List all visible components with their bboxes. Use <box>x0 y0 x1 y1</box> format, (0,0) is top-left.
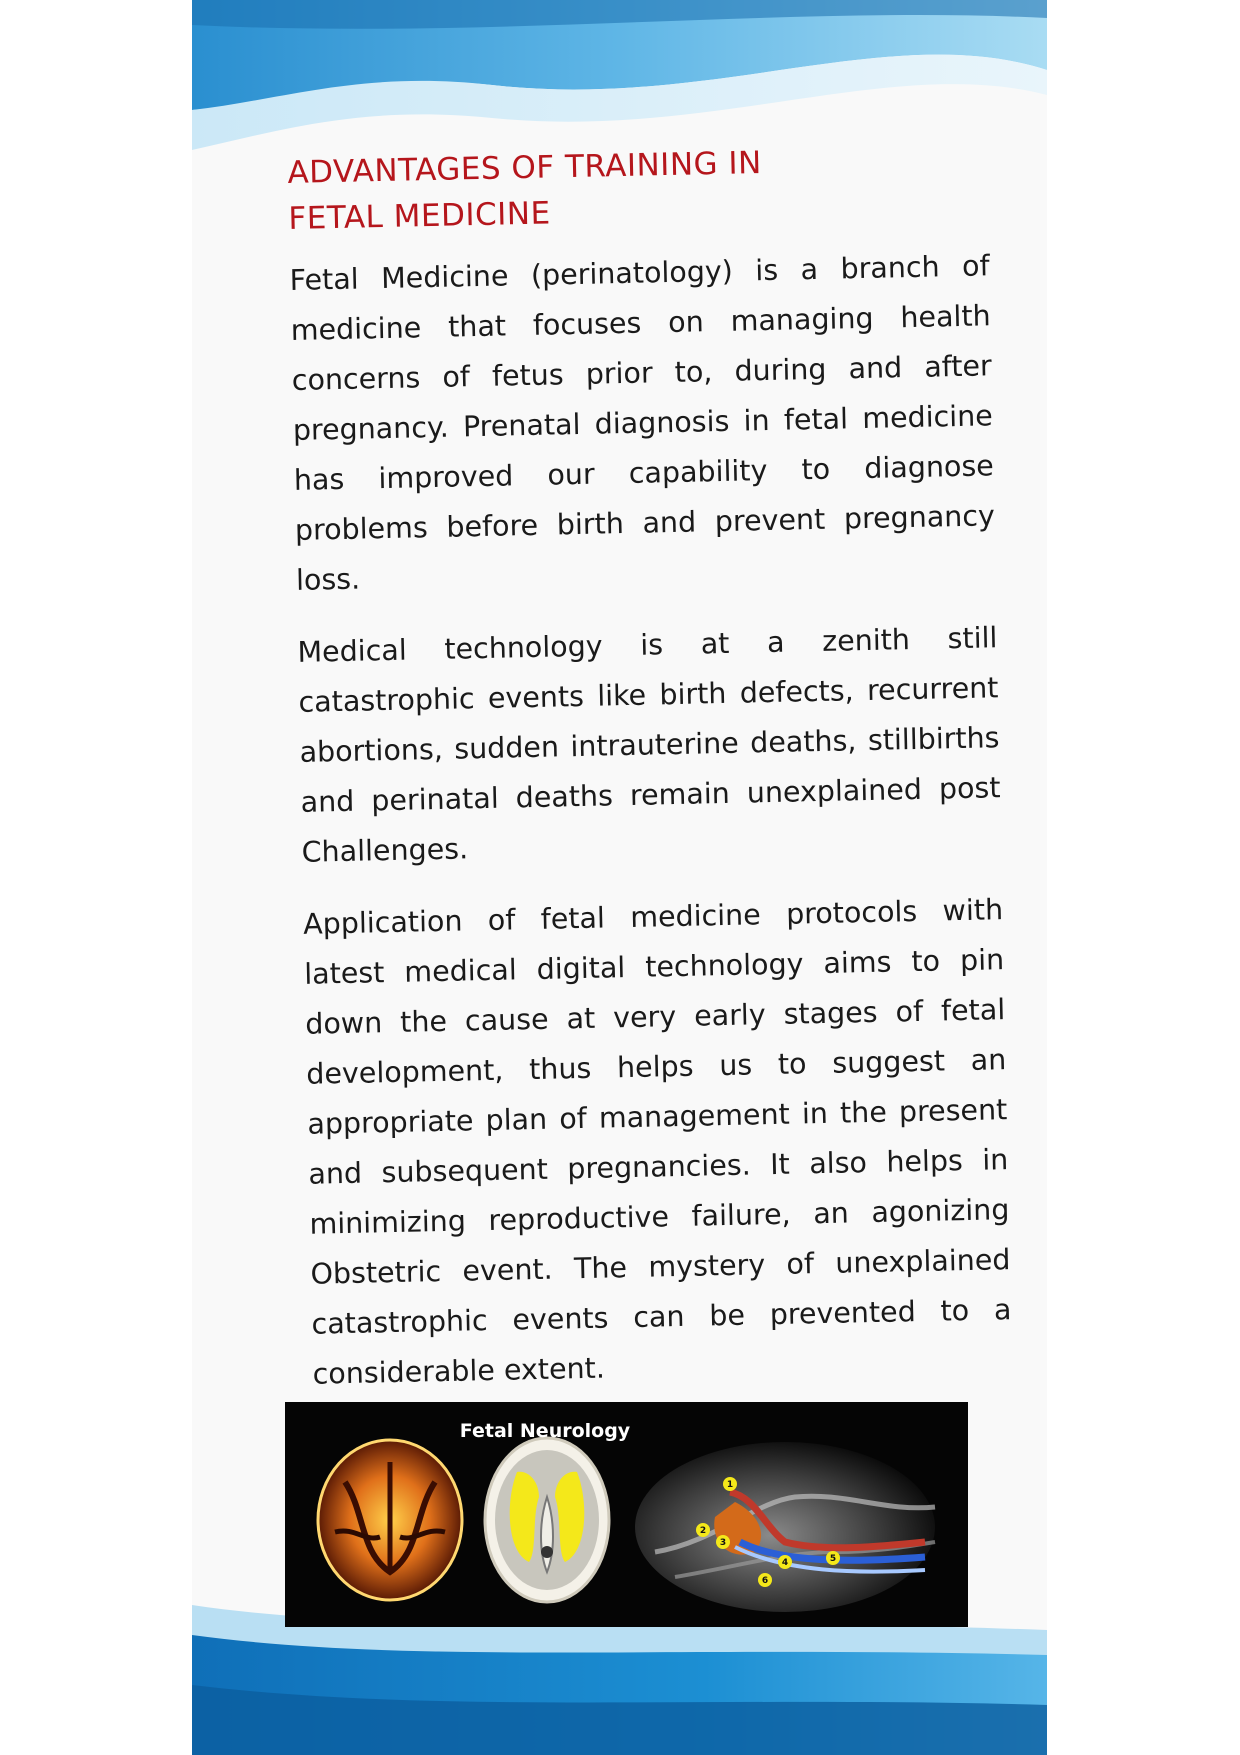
heading-line-1: ADVANTAGES OF TRAINING IN <box>287 145 763 191</box>
marker-6: 6 <box>761 1576 769 1586</box>
marker-5: 5 <box>829 1554 837 1564</box>
fetal-neurology-figure <box>285 1402 968 1627</box>
marker-4: 4 <box>781 1558 789 1568</box>
figure-caption: Fetal Neurology <box>459 1420 631 1442</box>
section-heading <box>287 135 989 242</box>
paragraph-definition: Fetal Medicine (perinatology) is a branch of medicine that focuses on managing health concerns of fetus prior to, during and after pregnancy. Prenatal diagnosis in fetal medicine has improved our capability to diagnose problems before birth and prevent pregnancy loss. <box>289 249 996 597</box>
paragraph-challenges: Medical technology is at a zenith still catastrophic events like birth defects, recurrent abortions, sudden intrauterine deaths, stillbirths and perinatal deaths remain unexplained post Challenges. <box>297 621 1001 869</box>
bottom-wave-decoration <box>192 1605 1047 1755</box>
marker-1: 1 <box>726 1480 734 1490</box>
heading-line-2: FETAL MEDICINE <box>288 195 551 237</box>
paragraph-application: Application of fetal medicine protocols with latest medical digital technology aims to pin down the cause at very early stages of fetal development, thus helps us to suggest an appropriate plan of management in the present and subsequent pregnancies. It also helps in minimizing reproductive failure, an agonizing Obstetric event. The mystery of unexplained catastrophic events can be prevented to a considerable extent. <box>302 893 1012 1391</box>
marker-3: 3 <box>719 1538 727 1548</box>
main-content <box>287 135 1013 1421</box>
marker-2: 2 <box>699 1526 707 1536</box>
